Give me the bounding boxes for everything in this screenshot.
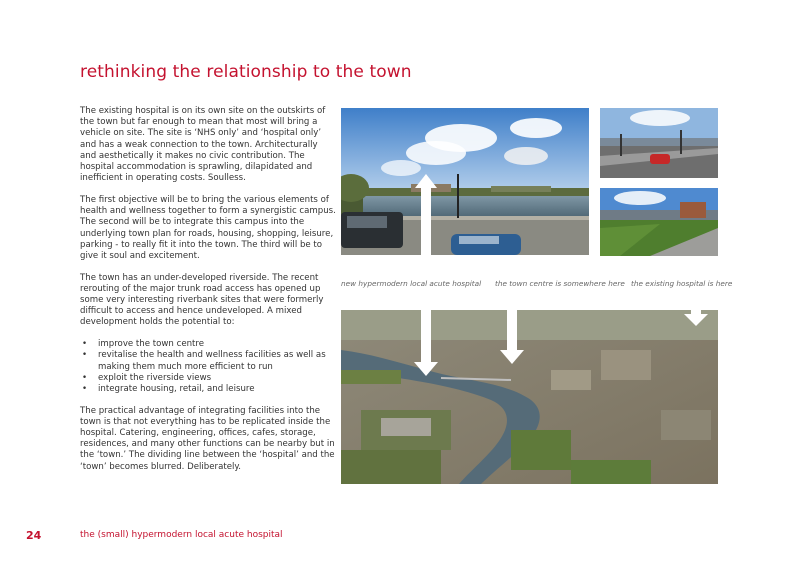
page-title: rethinking the relationship to the town	[80, 62, 412, 82]
bullet-item: • improve the town centre	[80, 339, 336, 350]
paragraph-1: The existing hospital is on its own site on the outskirts of the town but far enough to mean that most will bring a vehicle on site. The site is ‘NHS only’ and ‘hospital only’ and has a weak connection to the town. Architecturally and aesthetically it makes no civic contribution. The hospital accommodation is sprawling, dilapidated and inefficient in operating costs. Soulless.	[80, 106, 326, 184]
footer-title: the (small) hypermodern local acute hospital	[80, 530, 283, 540]
aerial-photo	[341, 310, 718, 484]
body-text	[80, 106, 336, 483]
caption-existing-hospital: the existing hospital is here	[631, 279, 733, 288]
caption-town-centre: the town centre is somewhere here	[495, 279, 625, 288]
riverfront-photo	[600, 188, 718, 256]
paragraph-2: The first objective will be to bring the various elements of health and wellness together to form a synergistic campus. The second will be to integrate this campus into the underlying town plan for roads, housing, shopping, leisure, parking - to really fit it into the town. The third will be to give it soul and excitement.	[80, 194, 336, 261]
bullet-item: • integrate housing, retail, and leisure	[80, 384, 336, 395]
bullet-item: • revitalise the health and wellness facilities as well as making them much more efficient to run	[80, 350, 336, 372]
paragraph-closing: The practical advantage of integrating facilities into the town is that not everything has to be replicated inside the hospital. Catering, engineering, offices, cafes, storage, residences, and many other functions can be nearby but in the ‘town.’ The dividing line between the ‘hospital’ and the ‘town’ becomes blurred. Deliberately.	[80, 405, 335, 472]
riverside-photo	[341, 108, 589, 255]
bullet-list	[80, 339, 336, 395]
road-photo	[600, 108, 718, 178]
bullet-item: • exploit the riverside views	[80, 373, 336, 384]
paragraph-3: The town has an under-developed riverside. The recent rerouting of the major trunk road access has opened up some very interesting riverbank sites that were formerly difficult to access and hence undeveloped. A mixed development holds the potential to:	[80, 272, 324, 328]
caption-new-hospital: new hypermodern local acute hospital	[341, 279, 482, 288]
page-number: 24	[26, 529, 42, 542]
